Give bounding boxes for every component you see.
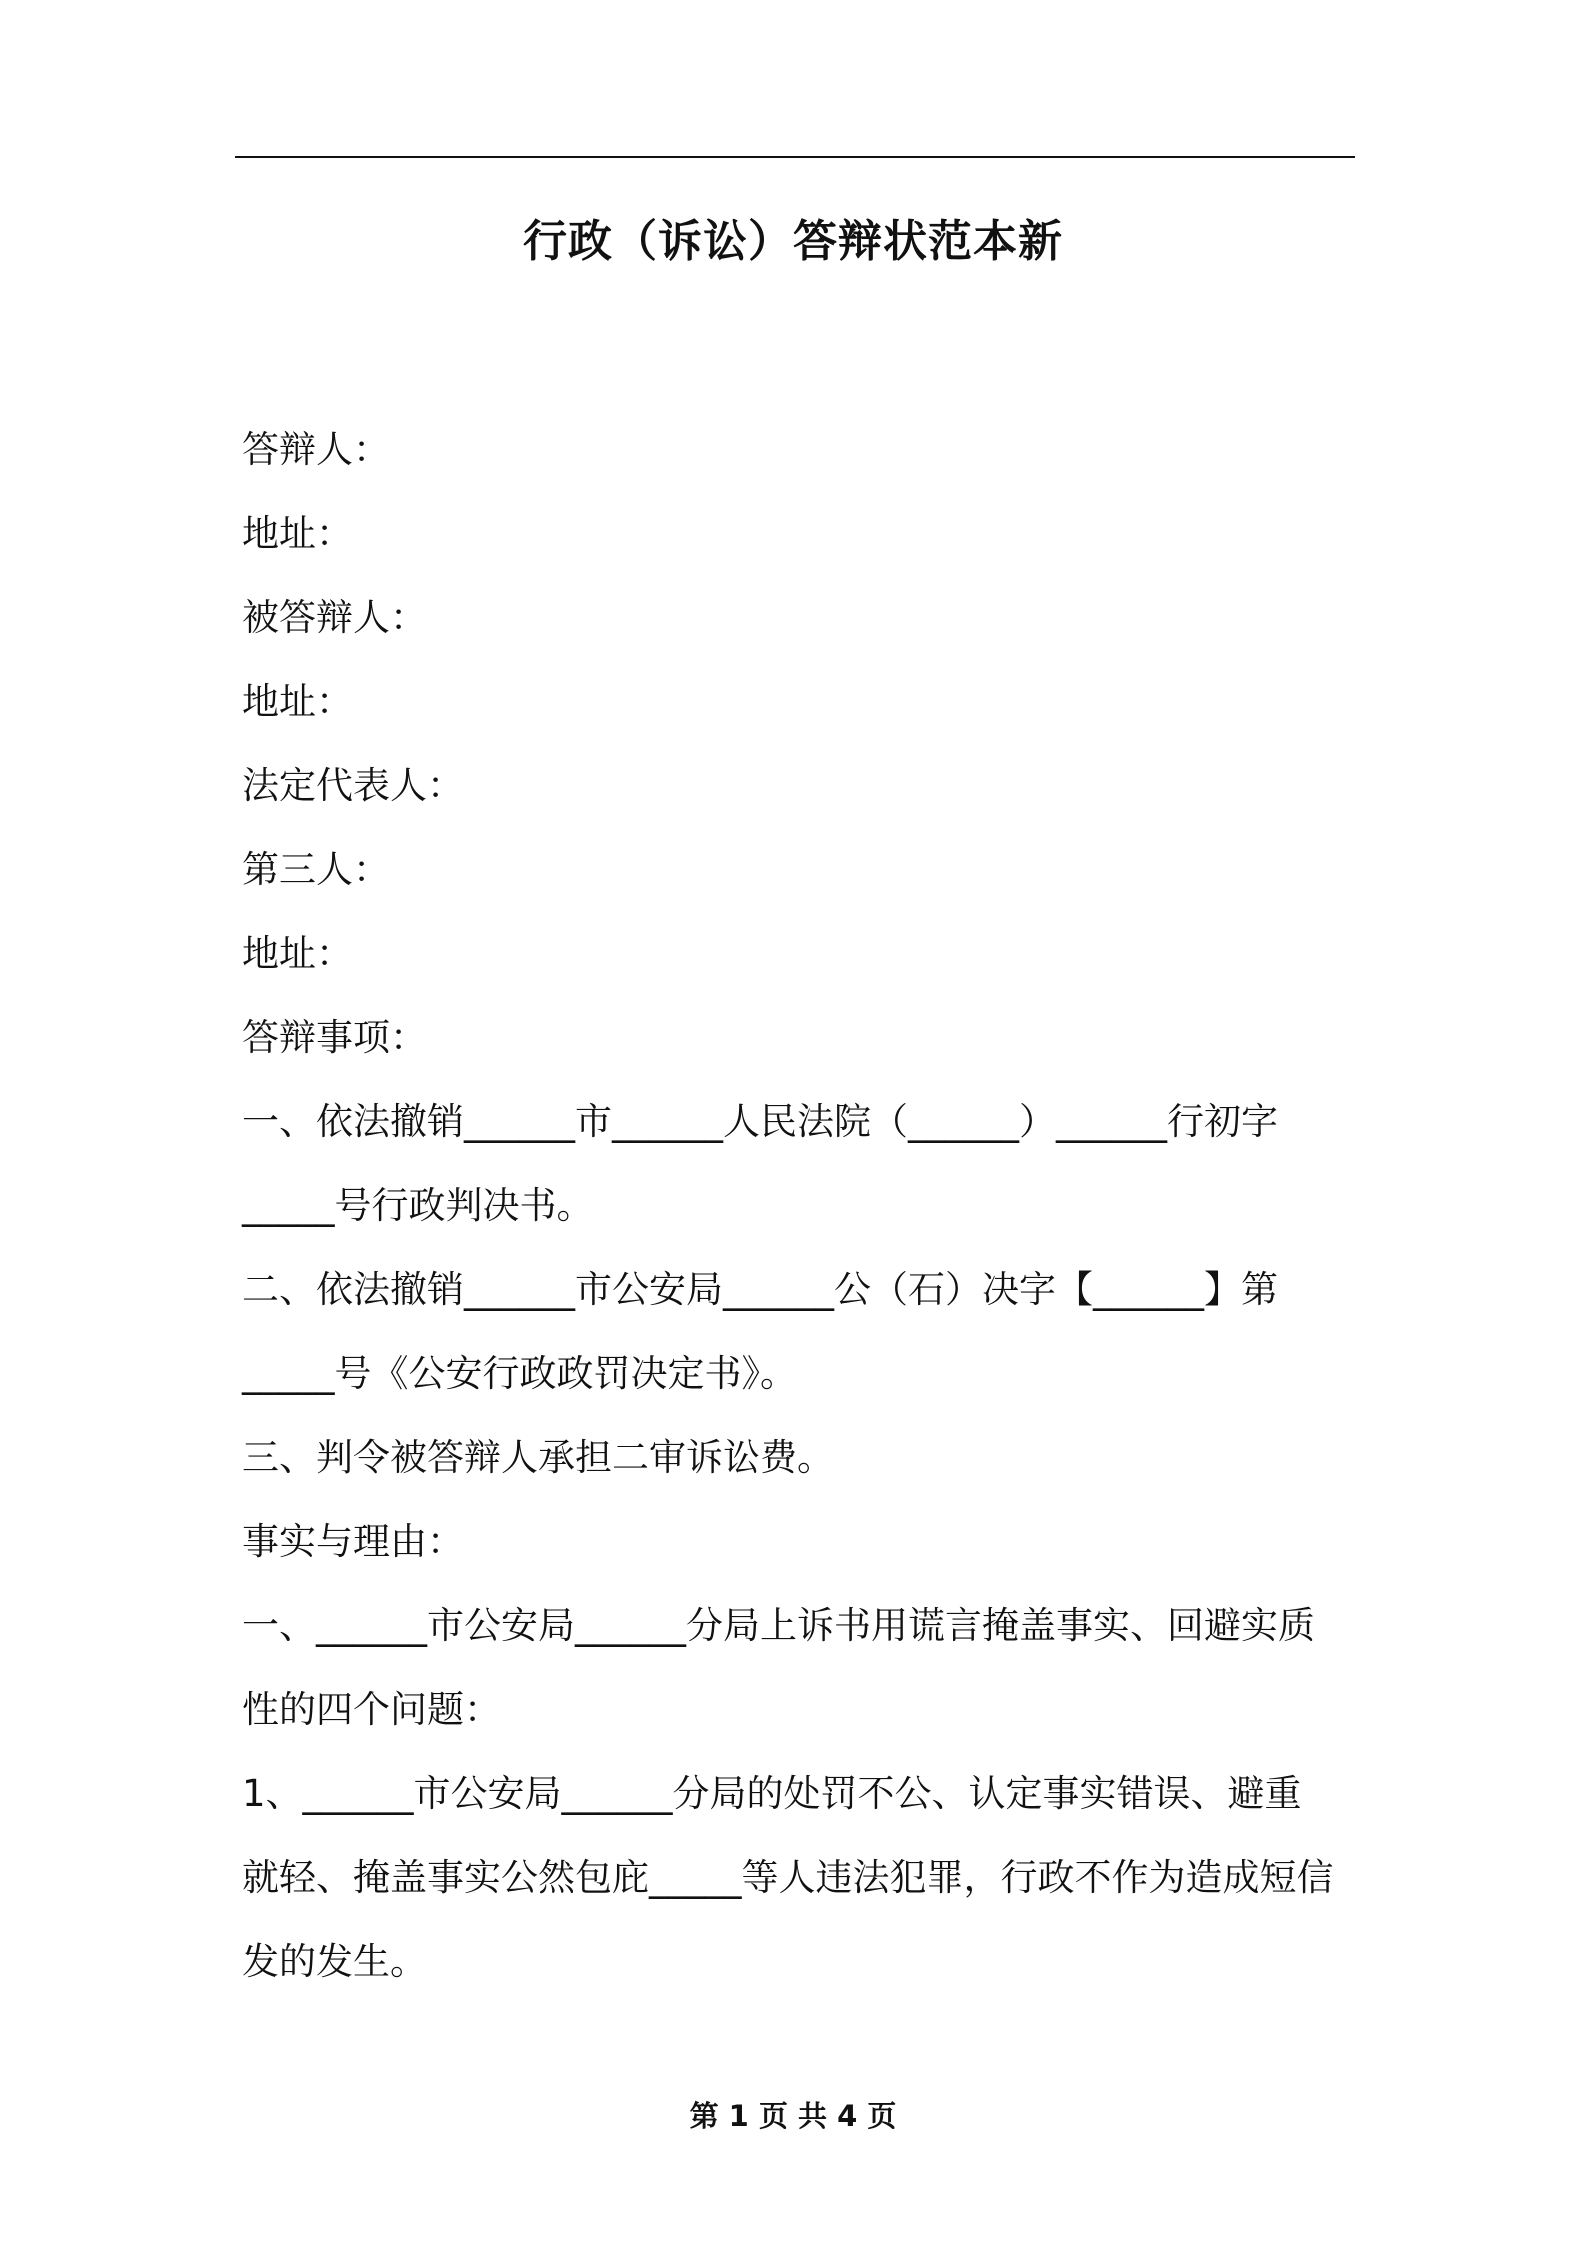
third-party-line: 第三人：	[242, 848, 390, 891]
document-body	[242, 408, 1356, 2004]
legal-representative-line: 法定代表人：	[242, 764, 464, 807]
defense-items-heading: 答辩事项：	[242, 1016, 427, 1059]
facts-subpoint-1-line-3: 发的发生。	[242, 1940, 427, 1983]
appellee-address-line: 地址：	[242, 680, 353, 723]
defense-item-2-line-1: 二、依法撤销______市公安局______公（石）决字【______】第	[242, 1268, 1278, 1311]
defense-item-1-line-2: _____号行政判决书。	[242, 1184, 594, 1227]
header-rule	[235, 156, 1355, 158]
facts-point-1-line-1: 一、______市公安局______分局上诉书用谎言掩盖事实、回避实质	[242, 1604, 1315, 1647]
document-title: 行政（诉讼）答辩状范本新	[523, 216, 1063, 267]
defense-item-3: 三、判令被答辩人承担二审诉讼费。	[242, 1436, 834, 1479]
facts-reasons-heading: 事实与理由：	[242, 1520, 464, 1563]
defense-item-2-line-2: _____号《公安行政政罚决定书》。	[242, 1352, 797, 1395]
respondent-address-line: 地址：	[242, 512, 353, 555]
respondent-line: 答辩人：	[242, 428, 390, 471]
facts-subpoint-1-line-1: 1、______市公安局______分局的处罚不公、认定事实错误、避重	[242, 1772, 1302, 1815]
facts-subpoint-1-line-2: 就轻、掩盖事实公然包庇_____等人违法犯罪，行政不作为造成短信	[242, 1856, 1334, 1899]
facts-point-1-line-2: 性的四个问题：	[242, 1688, 501, 1731]
page-number: 第 1 页 共 4 页	[689, 2099, 897, 2133]
defense-item-1-line-1: 一、依法撤销______市______人民法院（______）______行初字	[242, 1100, 1278, 1143]
appellee-line: 被答辩人：	[242, 596, 427, 639]
third-party-address-line: 地址：	[242, 932, 353, 975]
